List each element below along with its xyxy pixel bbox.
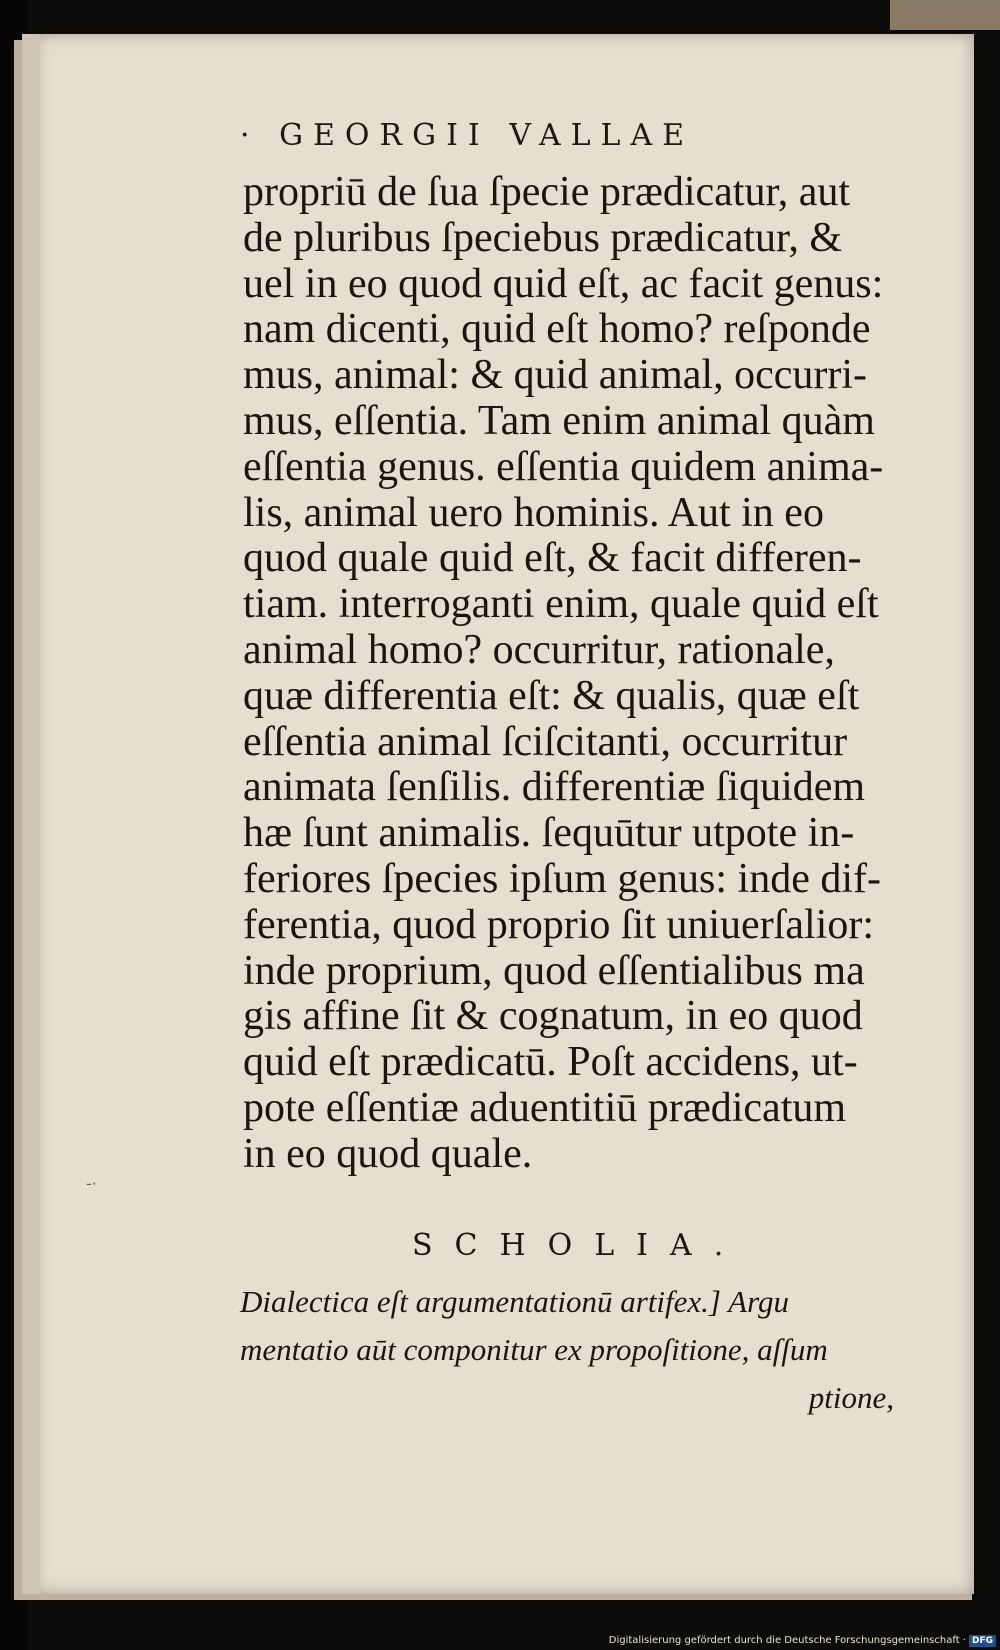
running-head: · GEORGII VALLAE xyxy=(240,118,695,153)
scholia-text-block xyxy=(240,1278,912,1422)
text-line: nam dicenti, quid eſt homo? reſponde xyxy=(243,306,871,353)
text-line: eſſentia genus. eſſentia quidem anima- xyxy=(243,443,884,490)
scholia-line: mentatio aūt componitur ex propoſitione, aſſum xyxy=(240,1332,828,1367)
text-line: mus, animal: & quid animal, occurri- xyxy=(243,352,868,399)
text-line: lis, animal uero hominis. Aut in eo xyxy=(243,489,824,536)
scholia-line: Dialectica eſt argumentationū artifex.] Argu xyxy=(240,1284,790,1319)
page-gutter xyxy=(22,34,40,1594)
text-line: tiam. interroganti enim, quale quid eſt xyxy=(243,581,879,628)
footer-credit xyxy=(609,1635,996,1647)
text-line: animal homo? occurritur, rationale, xyxy=(243,626,835,673)
text-line: feriores ſpecies ipſum genus: inde dif- xyxy=(243,855,881,902)
main-text-block xyxy=(243,170,903,1178)
dfg-logo: DFG xyxy=(969,1635,996,1647)
scholia-line: ptione, xyxy=(808,1380,894,1415)
scholia-heading: SCHOLIA. xyxy=(412,1228,746,1263)
margin-mark: -· xyxy=(86,1174,97,1193)
text-line: hæ ſunt animalis. ſequūtur utpote in- xyxy=(243,810,855,857)
text-line: quæ differentia eſt: & qualis, quæ eſt xyxy=(243,672,860,719)
text-line: de pluribus ſpeciebus prædicatur, & xyxy=(243,214,843,261)
text-line: eſſentia animal ſciſcitanti, occurritur xyxy=(243,718,848,765)
text-line: uel in eo quod quid eſt, ac facit genus: xyxy=(243,260,884,307)
footer-text: Digitalisierung gefördert durch die Deutsche Forschungsgemeinschaft · xyxy=(608,1635,966,1646)
text-line: ferentia, quod proprio ſit uniuerſalior: xyxy=(243,901,874,948)
text-line: pote eſſentiæ aduentitiū prædicatum xyxy=(243,1084,847,1131)
text-line: gis affine ſit & cognatum, in eo quod xyxy=(243,993,863,1040)
text-line: quid eſt prædicatū. Poſt accidens, ut- xyxy=(243,1039,858,1086)
text-line: quod quale quid eſt, & facit differen- xyxy=(243,535,862,582)
text-line: propriū de ſua ſpecie prædicatur, aut xyxy=(243,169,851,215)
text-line: animata ſenſilis. differentiæ ſiquidem xyxy=(243,764,866,811)
text-line: mus, eſſentia. Tam enim animal quàm xyxy=(243,397,875,444)
text-line: in eo quod quale. xyxy=(243,1130,533,1177)
text-line: inde proprium, quod eſſentialibus ma xyxy=(243,947,865,994)
book-cover-edge xyxy=(890,0,1000,30)
